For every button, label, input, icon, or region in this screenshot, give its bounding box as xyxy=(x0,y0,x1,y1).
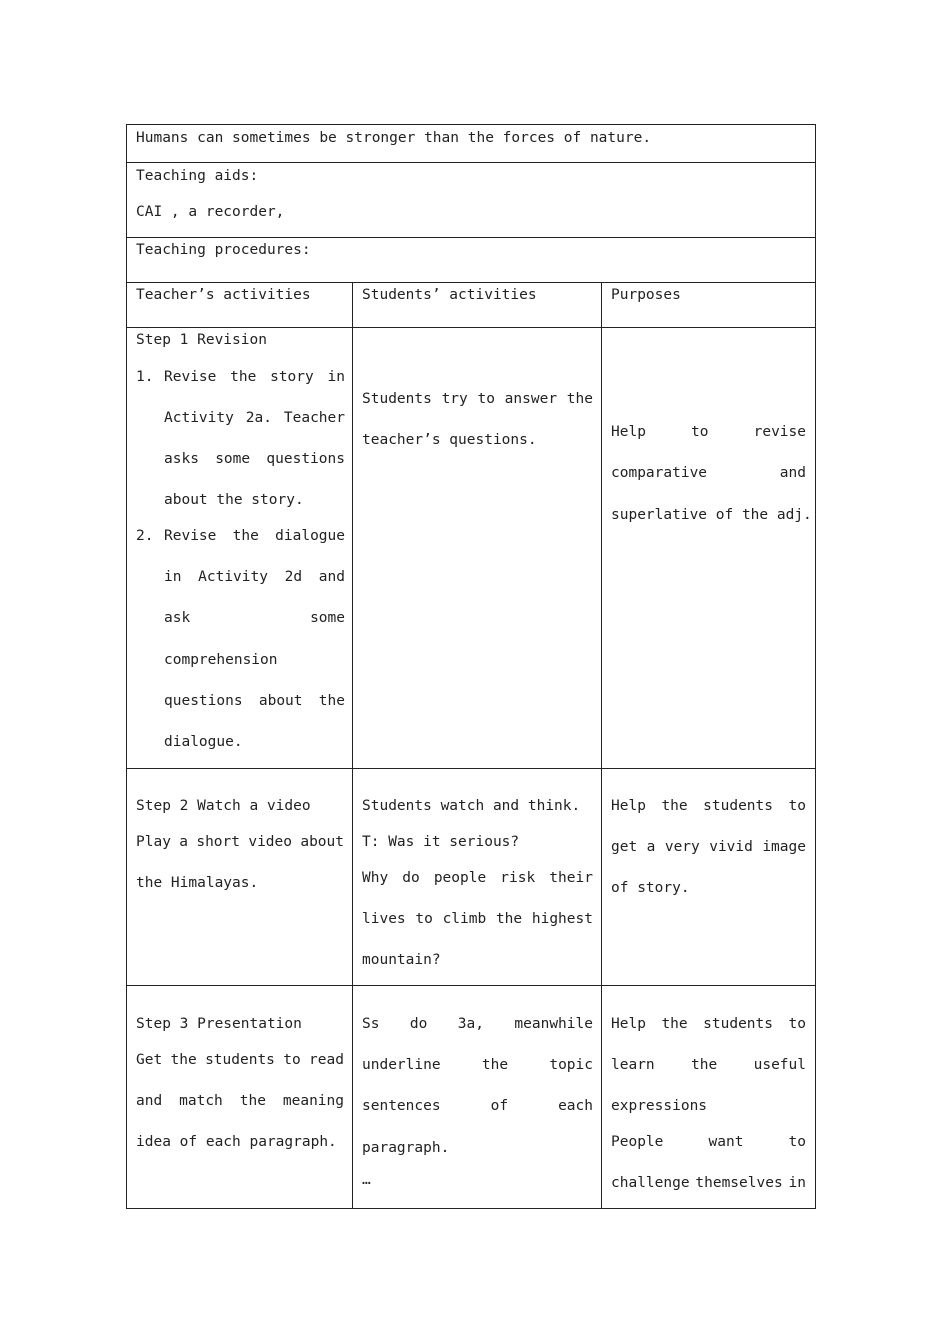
step3-purpose-text-word: in xyxy=(788,1175,806,1191)
step1-item1-line xyxy=(164,367,345,387)
goal-statement: Humans can sometimes be stronger than the forces of nature. xyxy=(136,130,652,146)
step2-purpose-text: of story. xyxy=(611,880,690,896)
step3-students-text-word: do xyxy=(409,1016,428,1032)
step2-purpose-text-word: get xyxy=(611,839,638,855)
step3-purpose-text-word: challenge xyxy=(611,1175,690,1191)
step3-teacher-text-word: Get xyxy=(136,1052,163,1068)
teaching-procedures-label: Teaching procedures: xyxy=(136,242,311,258)
teaching-aids-value: CAI , a recorder, xyxy=(136,204,285,220)
step1-item2-text-word: 2d xyxy=(284,569,303,585)
step2-purpose-text-word: very xyxy=(664,839,700,855)
row-divider xyxy=(126,282,816,283)
row-divider xyxy=(126,162,816,163)
step1-item1-text-word: questions xyxy=(266,451,345,467)
column-divider xyxy=(601,282,602,1209)
step1-item1-line xyxy=(164,408,345,428)
step2-students-text: mountain? xyxy=(362,952,441,968)
step3-students-text-word: 3a, xyxy=(457,1016,484,1032)
step1-purpose-text xyxy=(611,422,806,442)
step2-students-text-word: do xyxy=(402,870,420,886)
step3-teacher-text-word: meaning xyxy=(282,1093,344,1109)
step3-teacher-text xyxy=(136,1050,344,1070)
step1-item2-text xyxy=(164,567,345,587)
step1-students-text-word: to xyxy=(477,391,495,407)
step1-item2-text-word: about xyxy=(258,693,303,709)
step2-students-text-word: risk xyxy=(500,870,536,886)
header-students-activities: Students’ activities xyxy=(362,287,537,303)
step3-purpose-text-word: to xyxy=(788,1016,806,1032)
step3-title: Step 3 Presentation xyxy=(136,1016,302,1032)
step2-purpose-text xyxy=(611,796,806,816)
step1-item2-number: 2. xyxy=(136,528,154,544)
step3-teacher-text-word: to xyxy=(283,1052,301,1068)
step1-item2-text-word: Revise xyxy=(164,528,217,544)
step2-students-text-word: climb xyxy=(442,911,487,927)
step2-purpose-text-word: image xyxy=(762,839,806,855)
step1-item2-text xyxy=(164,526,345,546)
step1-item2-text-word: dialogue xyxy=(275,528,345,544)
step1-item2-text-word: ask xyxy=(164,610,191,626)
step1-purpose-text xyxy=(611,463,806,483)
step2-students-text xyxy=(362,909,593,929)
step1-item2-text: dialogue. xyxy=(164,734,243,750)
table-border-right xyxy=(815,124,816,1209)
step3-teacher-text xyxy=(136,1091,344,1111)
table-border-left xyxy=(126,124,127,1209)
step1-students-text xyxy=(362,389,593,409)
step1-item1-text-word: in xyxy=(327,369,345,385)
step3-purpose-text xyxy=(611,1055,806,1075)
step3-purpose-text xyxy=(611,1132,806,1152)
row-divider xyxy=(126,237,816,238)
step3-students-text: paragraph. xyxy=(362,1140,450,1156)
step2-students-text xyxy=(362,868,593,888)
step3-students-text xyxy=(362,1096,593,1116)
table-border-bottom xyxy=(126,1208,816,1209)
step2-purpose-text-word: students xyxy=(703,798,773,814)
step1-item2-text-word: and xyxy=(318,569,345,585)
step3-teacher-text-word: and xyxy=(136,1093,163,1109)
step3-purpose-text-word: Help xyxy=(611,1016,646,1032)
step1-purpose-text-word: Help xyxy=(611,424,646,440)
step1-purpose-text-word: and xyxy=(779,465,806,481)
step1-item2-text-word: the xyxy=(318,693,345,709)
step2-students-text-word: highest xyxy=(531,911,593,927)
row-divider xyxy=(126,768,816,769)
step2-students-text-word: their xyxy=(549,870,593,886)
step2-teacher-text-word: a xyxy=(179,834,188,850)
step3-students-text-word: topic xyxy=(549,1057,593,1073)
step3-students-text-word: underline xyxy=(362,1057,441,1073)
step2-students-text-word: the xyxy=(495,911,523,927)
step3-purpose-text xyxy=(611,1173,806,1193)
step3-students-text-word: meanwhile xyxy=(514,1016,593,1032)
step1-item1-text-word: Activity xyxy=(164,410,234,426)
step2-students-text: Students watch and think. xyxy=(362,798,581,814)
step2-title: Step 2 Watch a video xyxy=(136,798,311,814)
step3-purpose-text-word: want xyxy=(708,1134,744,1150)
step1-item2-text-word: some xyxy=(310,610,345,626)
step1-item1-text-word: asks xyxy=(164,451,199,467)
step3-students-text-word: of xyxy=(490,1098,509,1114)
step3-students-text-word: Ss xyxy=(362,1016,380,1032)
step1-item1-number: 1. xyxy=(136,369,154,385)
row-divider xyxy=(126,327,816,328)
step3-purpose-text-word: learn xyxy=(611,1057,655,1073)
step3-students-text xyxy=(362,1014,593,1034)
step1-item1-text-word: some xyxy=(215,451,251,467)
step3-teacher-text-word: the xyxy=(239,1093,266,1109)
table-border-top xyxy=(126,124,816,125)
step1-item1-text-word: 2a. xyxy=(245,410,272,426)
step1-item2-text-word: in xyxy=(164,569,182,585)
step2-teacher-text xyxy=(136,832,344,852)
step2-students-text-word: lives xyxy=(362,911,406,927)
step1-item1-text: about the story. xyxy=(164,492,304,508)
step2-purpose-text-word: to xyxy=(788,798,806,814)
step2-students-text: T: Was it serious? xyxy=(362,834,520,850)
step3-purpose-text-word: the xyxy=(661,1016,688,1032)
step1-purpose-text-word: comparative xyxy=(611,465,708,481)
step1-item1-text-word: story xyxy=(270,369,314,385)
step2-teacher-text: the Himalayas. xyxy=(136,875,259,891)
step2-purpose-text xyxy=(611,837,806,857)
step1-item2-text-word: questions xyxy=(164,693,243,709)
step1-item2-text xyxy=(164,608,345,628)
step3-purpose-text-word: People xyxy=(611,1134,664,1150)
step2-teacher-text-word: Play xyxy=(136,834,171,850)
step1-item2-text-word: the xyxy=(232,528,259,544)
step3-purpose-text-word: to xyxy=(788,1134,806,1150)
step1-students-text: teacher’s questions. xyxy=(362,432,537,448)
step2-students-text-word: to xyxy=(415,911,433,927)
step3-teacher-text: idea of each paragraph. xyxy=(136,1134,337,1150)
step1-item2-text-word: Activity xyxy=(198,569,268,585)
header-purposes: Purposes xyxy=(611,287,681,303)
step2-purpose-text-word: the xyxy=(661,798,688,814)
step1-item1-line xyxy=(164,449,345,469)
step3-students-text-word: the xyxy=(481,1057,509,1073)
step3-students-text xyxy=(362,1055,593,1075)
step3-students-ellipsis: … xyxy=(362,1172,371,1188)
step3-purpose-text-word: the xyxy=(691,1057,718,1073)
step2-students-text-word: Why xyxy=(362,870,389,886)
step1-students-text-word: try xyxy=(441,391,468,407)
step2-students-text-word: people xyxy=(433,870,487,886)
step3-purpose-text xyxy=(611,1014,806,1034)
step1-students-text-word: the xyxy=(566,391,593,407)
step3-students-text-word: sentences xyxy=(362,1098,441,1114)
step1-title: Step 1 Revision xyxy=(136,332,267,348)
step1-purpose-text-word: revise xyxy=(753,424,806,440)
teaching-aids-label: Teaching aids: xyxy=(136,168,259,184)
step1-item2-text: comprehension xyxy=(164,652,278,668)
step1-students-text-word: answer xyxy=(504,391,558,407)
step3-purpose-text-word: themselves xyxy=(695,1175,783,1191)
step3-purpose-text-word: useful xyxy=(753,1057,806,1073)
column-divider xyxy=(352,282,353,1209)
step3-purpose-text: expressions xyxy=(611,1098,708,1114)
step1-item2-text xyxy=(164,691,345,711)
step3-teacher-text-word: the xyxy=(170,1052,197,1068)
step2-purpose-text-word: a xyxy=(646,839,656,855)
step2-purpose-text-word: vivid xyxy=(709,839,753,855)
step2-teacher-text-word: short xyxy=(196,834,240,850)
step3-purpose-text-word: students xyxy=(703,1016,773,1032)
step2-teacher-text-word: about xyxy=(300,834,344,850)
step1-students-text-word: Students xyxy=(362,391,432,407)
step1-purpose-text: superlative of the adj. xyxy=(611,507,812,523)
step1-purpose-text-word: to xyxy=(691,424,709,440)
header-teacher-activities: Teacher’s activities xyxy=(136,287,311,303)
step2-purpose-text-word: Help xyxy=(611,798,646,814)
step2-teacher-text-word: video xyxy=(248,834,292,850)
step1-item1-text-word: Revise xyxy=(164,369,217,385)
step3-teacher-text-word: match xyxy=(179,1093,223,1109)
step1-item1-text-word: the xyxy=(230,369,257,385)
step3-teacher-text-word: students xyxy=(205,1052,275,1068)
step3-teacher-text-word: read xyxy=(309,1052,344,1068)
step3-students-text-word: each xyxy=(558,1098,593,1114)
row-divider xyxy=(126,985,816,986)
step1-item1-text-word: Teacher xyxy=(283,410,345,426)
